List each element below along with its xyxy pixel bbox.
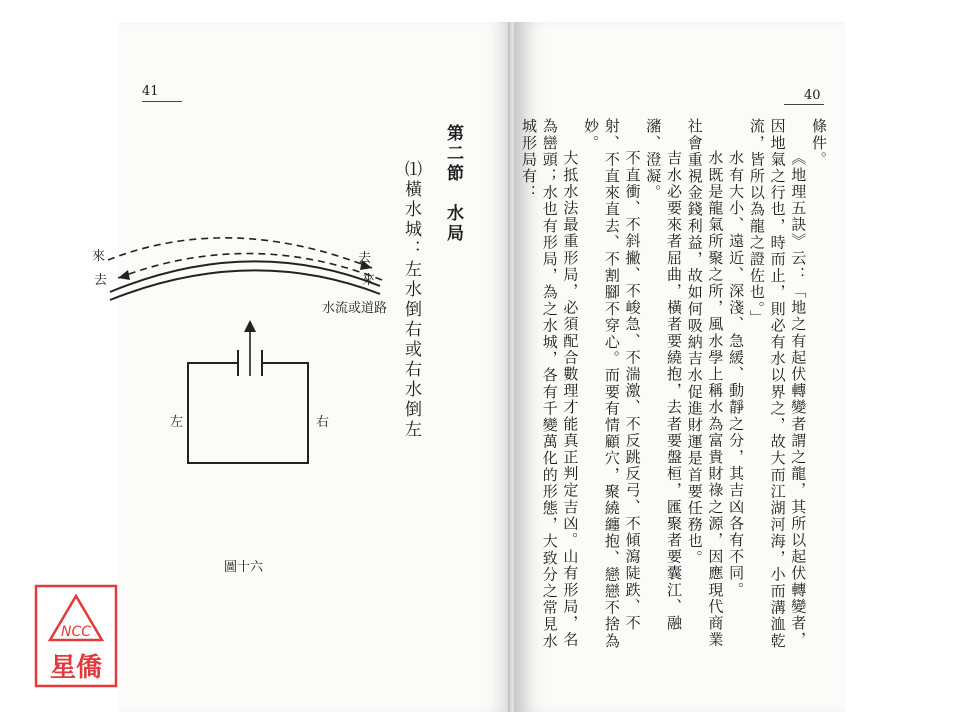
text-column: 水既是龍氣所聚之所，風水學上稱水為富貴財祿之源，因應現代商業	[706, 150, 725, 648]
subheading: ⑴橫水城：左水倒右或右水倒左	[401, 160, 421, 440]
text-column: 社會重視金錢利益，故如何吸納吉水促進財運是首要任務也。	[685, 118, 704, 567]
right-page-number-rule	[784, 104, 824, 105]
text-column: 大抵水法最重形局，必須配合數理才能真正判定吉凶。山有形局，名	[561, 150, 580, 648]
water-city-diagram	[90, 230, 410, 480]
facing-arrow-icon	[244, 320, 256, 332]
label-water-road: 水流或道路	[322, 301, 388, 316]
arrow-left-icon	[118, 270, 130, 280]
text-column: 因地氣之行也，時而止，則必有水以界之，故大而江湖河海，小而溝洫乾	[768, 118, 787, 650]
text-column: 城形局有：	[520, 118, 538, 201]
label-right: 右	[316, 415, 330, 430]
text-column: 射、不直來直去、不割腳不穿心。而要有情顧穴，聚繞纏抱、戀戀不捨為	[602, 118, 621, 650]
label-go-right: 去	[358, 251, 372, 266]
road-line-1	[110, 261, 380, 292]
text-column: 條件。	[810, 118, 828, 168]
text-column: 不直衝、不斜撇、不峻急、不湍激、不反跳反弓、不傾瀉陡跌、不	[623, 150, 642, 632]
text-column: 流，皆所以為龍之證佐也。」	[747, 118, 766, 327]
text-column: 《地理五訣》云：「地之有起伏轉變者謂之龍，其所以起伏轉變者，	[789, 150, 808, 648]
label-left: 左	[170, 415, 184, 430]
bleed-through-text	[150, 150, 173, 169]
left-page-number-rule	[142, 101, 182, 102]
figure-caption: 圖十六	[224, 560, 264, 575]
label-go-left: 去	[94, 273, 108, 288]
label-come-right: 來	[362, 273, 376, 288]
text-column: 瀦、澄凝。	[644, 118, 663, 201]
text-column: 妙。	[582, 118, 601, 152]
road-line-2	[110, 270, 380, 300]
section-title: 第二節 水局	[443, 124, 463, 244]
label-come-left: 來	[92, 249, 106, 264]
text-column: 為巒頭；水也有形局，為之水城，各有千變萬化的形態，大致分之常見水	[540, 118, 559, 650]
logo-bottom-text: 星僑	[49, 653, 103, 683]
logo-top-text: NCC	[60, 624, 92, 640]
text-column: 吉水必要來者屈曲，橫者要繞抱，去者要盤桓，匯聚者要囊江、融	[665, 150, 683, 632]
ncc-logo	[34, 584, 118, 688]
left-page-number: 41	[142, 84, 159, 99]
building-outline	[188, 363, 308, 463]
right-page-number: 40	[804, 88, 821, 103]
text-column: 水有大小、遠近、深淺、急緩、動靜之分，其吉凶各有不同。	[727, 150, 746, 599]
